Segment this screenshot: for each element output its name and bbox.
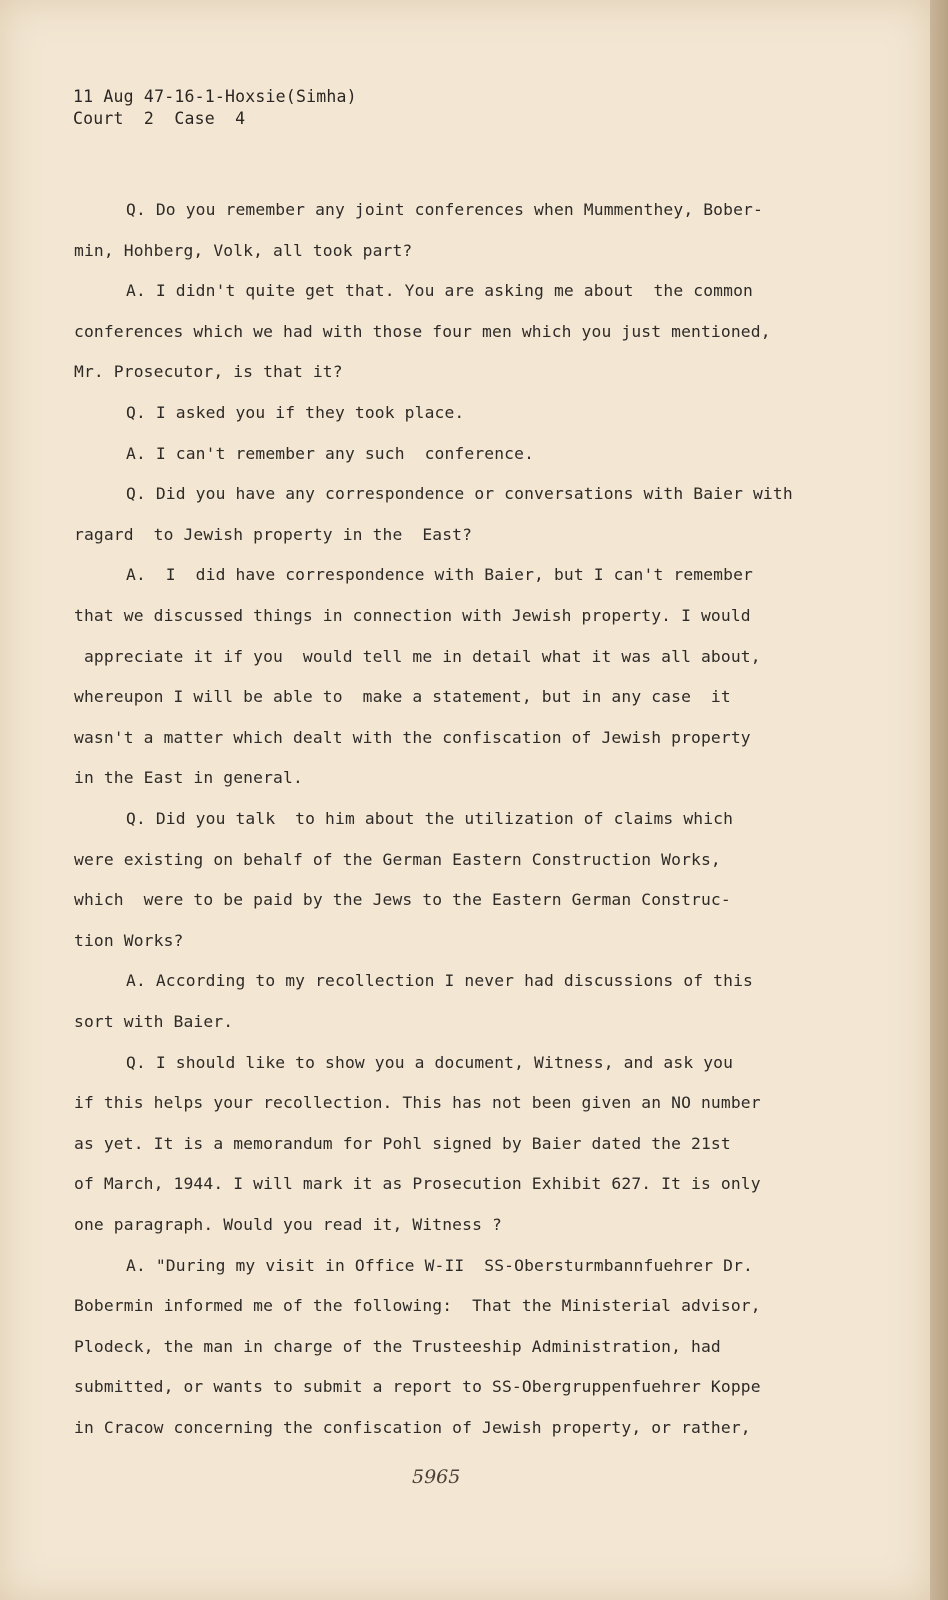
transcript-line: sort with Baier. [74, 1012, 234, 1031]
transcript-line: one paragraph. Would you read it, Witness ? [74, 1215, 502, 1234]
document-header [73, 86, 357, 130]
transcript-line: appreciate it if you would tell me in detail what it was all about, [74, 646, 761, 666]
transcript-line: were existing on behalf of the German Eastern Construction Works, [74, 849, 721, 869]
transcript-line: whereupon I will be able to make a statement, but in any case it [74, 687, 731, 707]
header-line-1: 11 Aug 47-16-1-Hoxsie(Simha) [73, 87, 357, 106]
transcript-line: submitted, or wants to submit a report to SS-Obergruppenfuehrer Koppe [74, 1377, 761, 1397]
transcript-line: conferences which we had with those four men which you just mentioned, [74, 321, 771, 341]
transcript-line: which were to be paid by the Jews to the Eastern German Construc- [74, 890, 731, 910]
transcript-line: A. I did have correspondence with Baier, but I can't remember [126, 565, 753, 585]
transcript-line: if this helps your recollection. This has not been given an NO number [74, 1093, 761, 1113]
transcript-line: of March, 1944. I will mark it as Prosecution Exhibit 627. It is only [74, 1174, 761, 1194]
transcript-line: Q. Did you talk to him about the utilization of claims which [126, 809, 734, 828]
transcript-line: Q. I should like to show you a document, Witness, and ask you [126, 1052, 734, 1072]
transcript-line: as yet. It is a memorandum for Pohl signed by Baier dated the 21st [74, 1133, 731, 1153]
transcript-line: in the East in general. [74, 768, 303, 788]
transcript-line: A. I can't remember any such conference. [126, 443, 535, 463]
transcript-line: min, Hohberg, Volk, all took part? [74, 240, 413, 260]
transcript-line: Q. I asked you if they took place. [126, 403, 465, 422]
page-number: 5965 [412, 1466, 461, 1488]
transcript-line: Mr. Prosecutor, is that it? [74, 362, 343, 382]
header-line-2: Court 2 Case 4 [73, 109, 246, 128]
transcript-line: that we discussed things in connection with Jewish property. I would [74, 606, 751, 625]
transcript-line: Bobermin informed me of the following: That the Ministerial advisor, [74, 1296, 761, 1316]
transcript-line: tion Works? [74, 930, 184, 950]
transcript-line: ragard to Jewish property in the East? [74, 524, 473, 544]
transcript-line: A. I didn't quite get that. You are asking me about the common [126, 281, 753, 301]
transcript-line: Plodeck, the man in charge of the Trusteeship Administration, had [74, 1336, 721, 1356]
transcript-line: in Cracow concerning the confiscation of Jewish property, or rather, [74, 1418, 751, 1437]
transcript-line: A. According to my recollection I never had discussions of this [126, 971, 753, 991]
transcript-line: wasn't a matter which dealt with the confiscation of Jewish property [74, 727, 751, 747]
transcript-line: Q. Did you have any correspondence or conversations with Baier with [126, 484, 793, 504]
page-edge [930, 0, 948, 1600]
transcript-line: A. "During my visit in Office W-II SS-Obersturmbannfuehrer Dr. [126, 1255, 753, 1275]
transcript-line: Q. Do you remember any joint conferences when Mummenthey, Bober- [126, 200, 763, 219]
